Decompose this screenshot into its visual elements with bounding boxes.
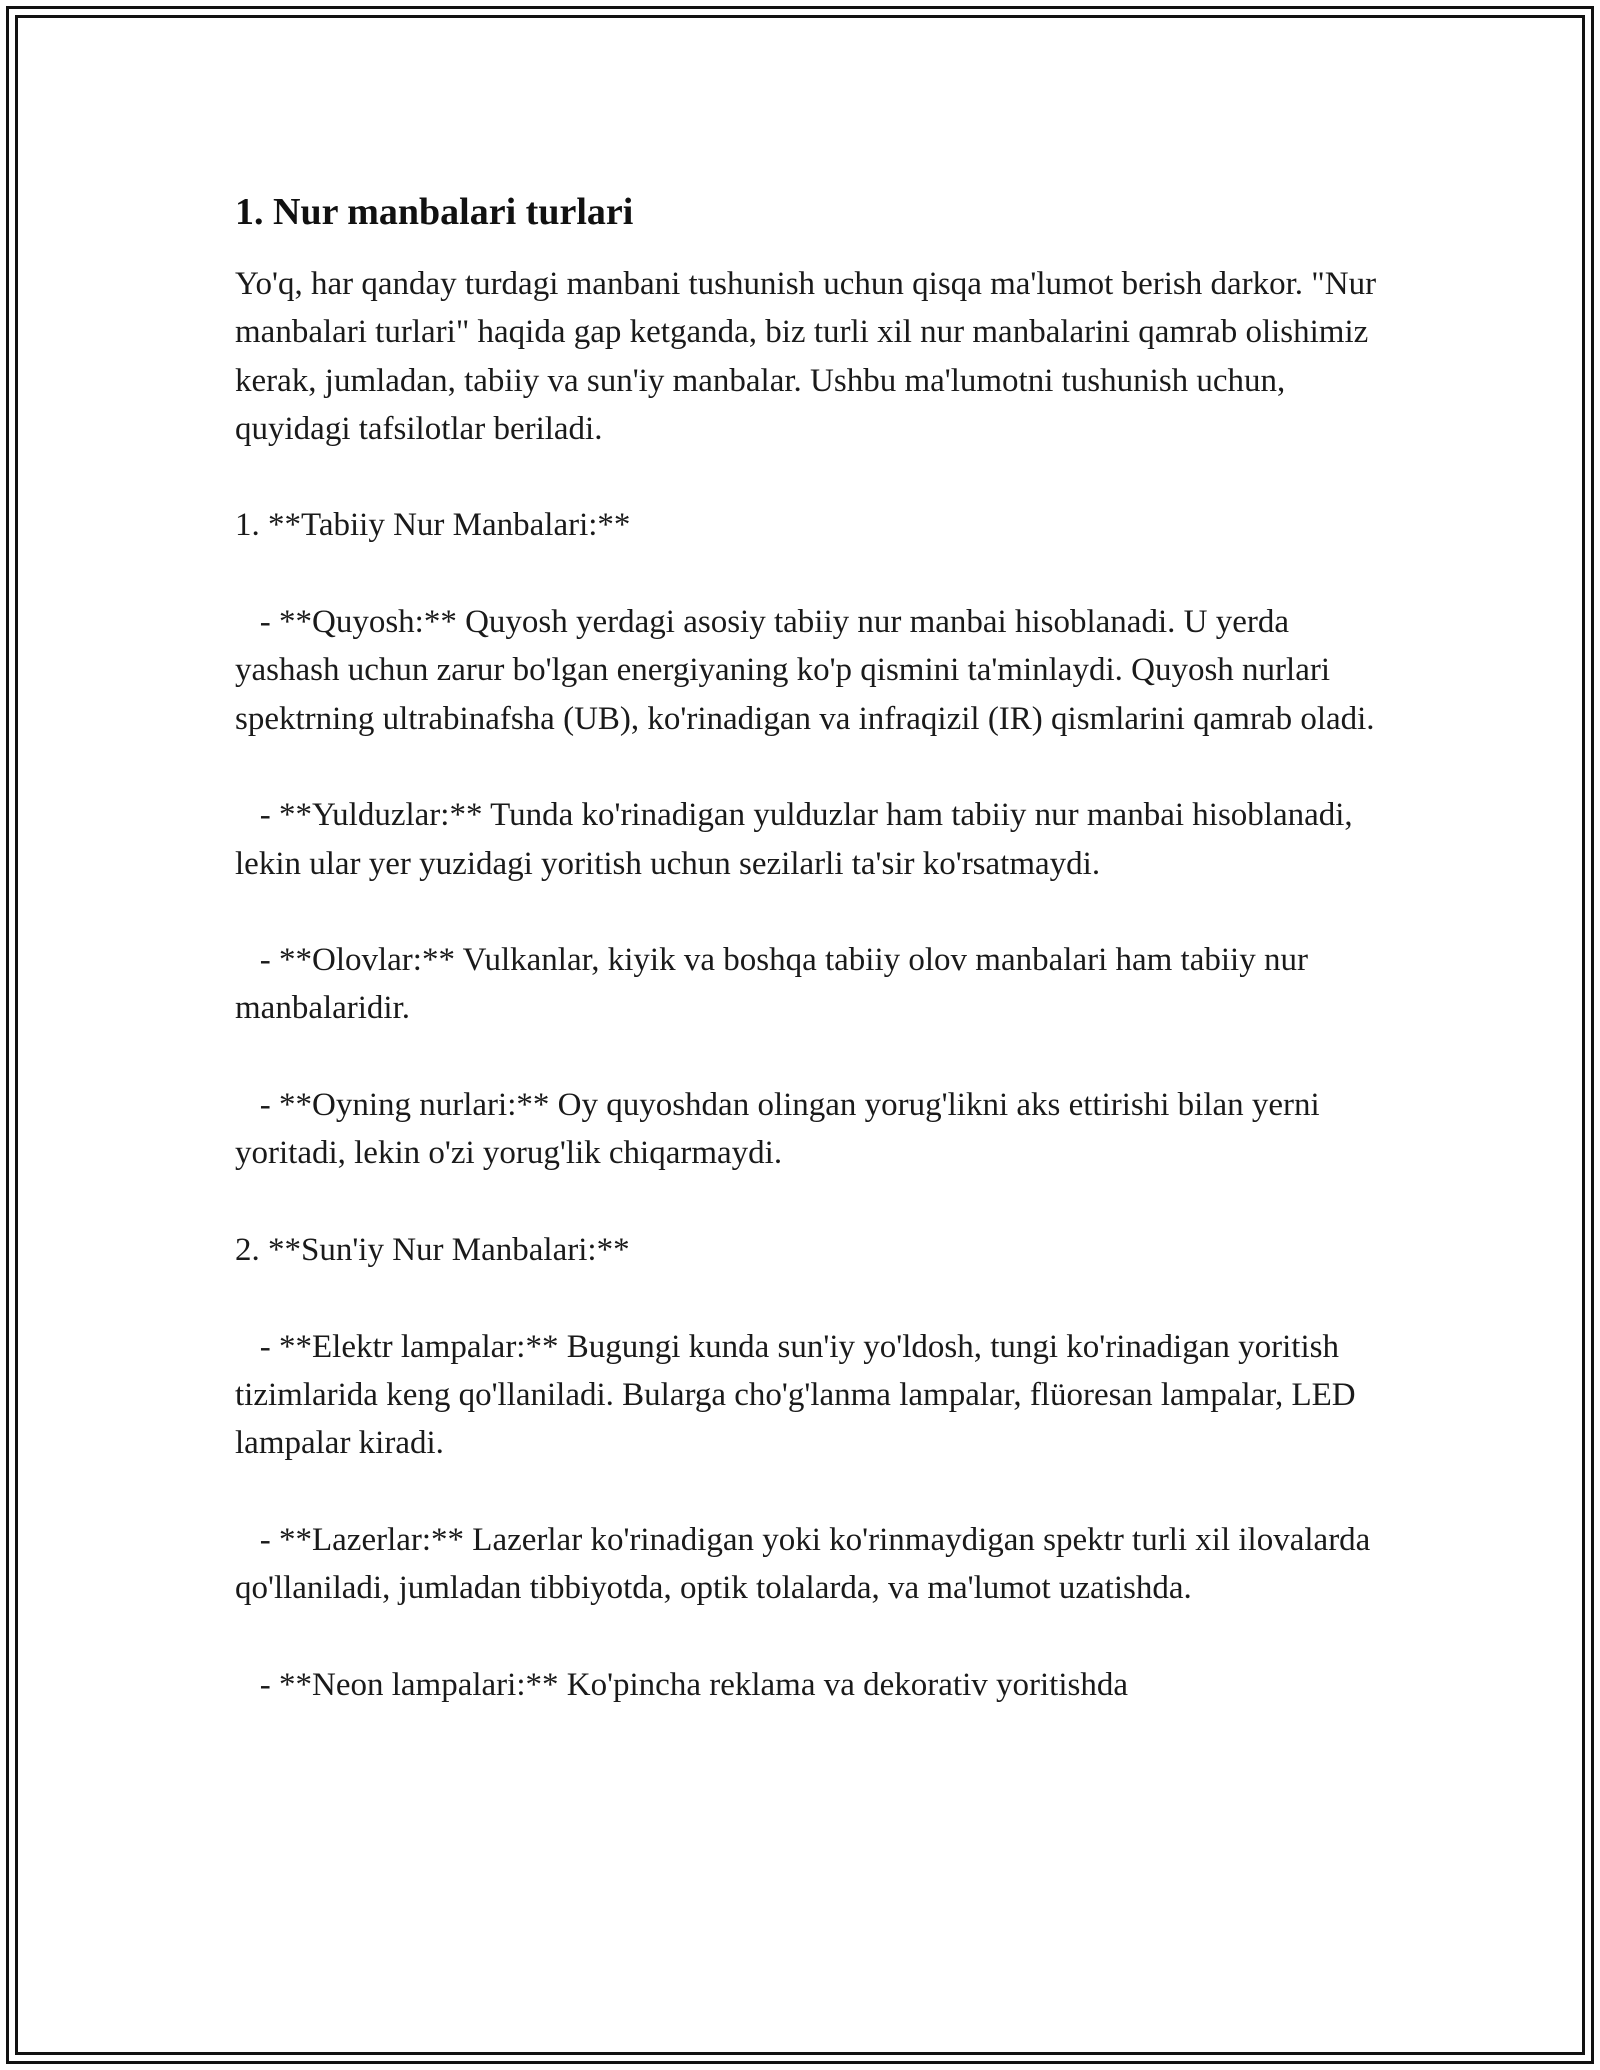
spacer: [235, 1612, 1385, 1660]
spacer: [235, 1178, 1385, 1226]
list-item-oyning-nurlari: - **Oyning nurlari:** Oy quyoshdan olingan yorug'likni aks ettirishi bilan yerni yoritadi, lekin o'zi yorug'lik chiqarmaydi.: [235, 1087, 1328, 1172]
spacer: [235, 1033, 1385, 1081]
spacer: [235, 888, 1385, 936]
list-item-olovlar: - **Olovlar:** Vulkanlar, kiyik va boshqa tabiiy olov manbalari ham tabiiy nur manbalaridir.: [235, 942, 1317, 1027]
list-item-elektr-lampalar: - **Elektr lampalar:** Bugungi kunda sun'iy yo'ldosh, tungi ko'rinadigan yoritish tizimlarida keng qo'llaniladi. Bularga cho'g'lanma lampalar, flüoresan lampalar, LED lampalar kiradi.: [235, 1328, 1364, 1462]
artificial-sources-title: 2. **Sun'iy Nur Manbalari:**: [235, 1231, 630, 1268]
list-item-lazerlar: - **Lazerlar:** Lazerlar ko'rinadigan yoki ko'rinmaydigan spektr turli xil ilovalarda qo'llaniladi, jumladan tibbiyotda, optik tolalarda, va ma'lumot uzatishda.: [235, 1521, 1379, 1607]
document-body: [235, 186, 1385, 1709]
spacer: [235, 550, 1385, 598]
natural-sources-title: 1. **Tabiiy Nur Manbalari:**: [235, 507, 631, 544]
spacer: [235, 453, 1385, 501]
spacer: [235, 1274, 1385, 1322]
list-item-yulduzlar: - **Yulduzlar:** Tunda ko'rinadigan yulduzlar ham tabiiy nur manbai hisoblanadi, lekin ular yer yuzidagi yoritish uchun sezilarli ta'sir ko'rsatmaydi.: [235, 797, 1361, 882]
spacer: [235, 1467, 1385, 1515]
list-item-quyosh: - **Quyosh:** Quyosh yerdagi asosiy tabiiy nur manbai hisoblanadi. U yerda yashash uchun zarur bo'lgan energiyaning ko'p qismini ta'minlaydi. Quyosh nurlari spektrning ultrabinafsha (UB), ko'rinadigan va infraqizil (IR) qismlarini qamrab oladi.: [235, 604, 1375, 737]
intro-paragraph: Yo'q, har qanday turdagi manbani tushunish uchun qisqa ma'lumot berish darkor. "Nur manbalari turlari" haqida gap ketganda, biz turli xil nur manbalarini qamrab olishimiz kerak, jumladan, tabiiy va sun'iy manbalar. Ushbu ma'lumotni tushunish uchun, quyidagi tafsilotlar beriladi.: [235, 266, 1385, 447]
list-item-neon-lampalari: - **Neon lampalari:** Ko'pincha reklama va dekorativ yoritishda: [235, 1666, 1128, 1703]
section-heading: 1. Nur manbalari turlari: [235, 191, 634, 233]
spacer: [235, 743, 1385, 791]
